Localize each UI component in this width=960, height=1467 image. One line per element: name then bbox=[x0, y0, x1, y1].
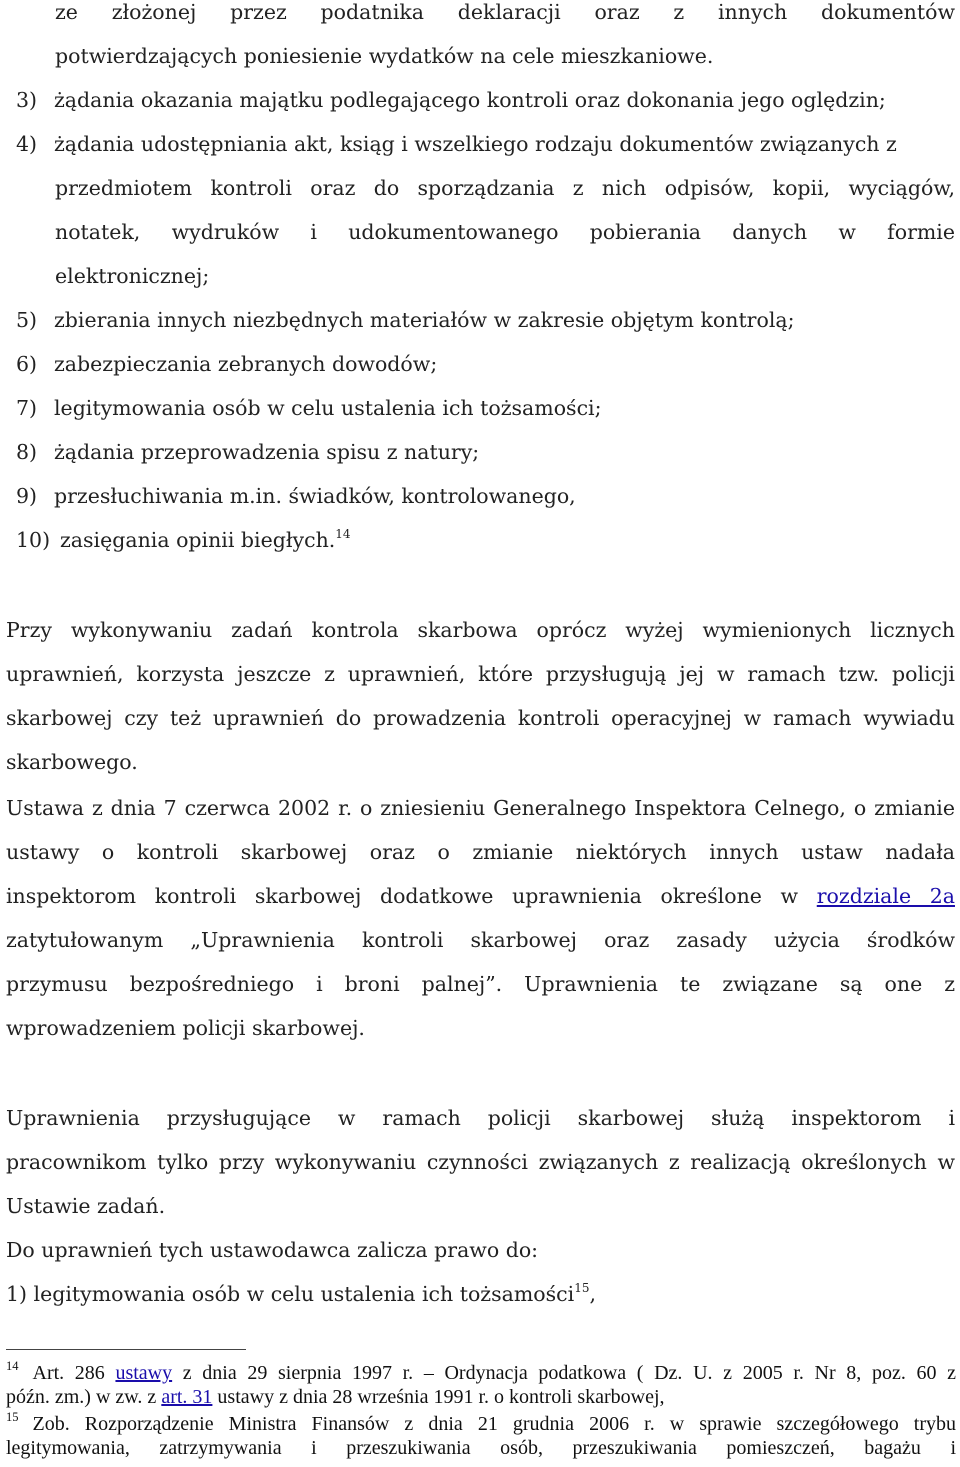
list-text: przesłuchiwania m.in. świadków, kontrolowanego, bbox=[54, 484, 576, 508]
list-number: 6) bbox=[16, 352, 38, 376]
footnote-15-text-1: Zob. Rozporządzenie Ministra Finansów z dnia 21 grudnia 2006 r. w sprawie szczegółowego trybu bbox=[32, 1413, 956, 1435]
p3-line-3: Ustawie zadań. bbox=[6, 1194, 166, 1218]
footnote-14 bbox=[6, 1361, 956, 1409]
list-number: 10) bbox=[16, 528, 51, 552]
p4-line: Do uprawnień tych ustawodawca zalicza prawo do: bbox=[6, 1238, 539, 1262]
p2-line-1: Ustawa z dnia 7 czerwca 2002 r. o zniesieniu Generalnego Inspektora Celnego, o zmianie bbox=[6, 796, 955, 820]
list-number: 9) bbox=[16, 484, 38, 508]
footnote-14-line-2 bbox=[6, 1385, 956, 1409]
p3-line-1: Uprawnienia przysługujące w ramach policji skarbowej służą inspektorom i bbox=[6, 1106, 955, 1130]
list-item-5 bbox=[16, 298, 795, 342]
list-text: żądania przeprowadzenia spisu z natury; bbox=[54, 440, 480, 464]
footnote-14-text-b: z dnia 29 sierpnia 1997 r. – Ordynacja podatkowa ( Dz. U. z 2005 r. Nr 8, poz. 60 z bbox=[172, 1362, 956, 1384]
list-text: zbierania innych niezbędnych materiałów w zakresie objętym kontrolą; bbox=[54, 308, 795, 332]
list-item-7 bbox=[16, 386, 602, 430]
footnote-14-line-1 bbox=[6, 1361, 956, 1385]
list-item-6 bbox=[16, 342, 437, 386]
ustawy-link[interactable]: ustawy bbox=[115, 1362, 173, 1384]
footnote-15-line-1 bbox=[6, 1412, 956, 1436]
footnote-14-text-d: ustawy z dnia 28 września 1991 r. o kontroli skarbowej, bbox=[212, 1386, 665, 1408]
p5-tail: , bbox=[589, 1282, 596, 1306]
footnote-separator bbox=[6, 1349, 246, 1350]
list-item-8 bbox=[16, 430, 479, 474]
p1-line-1: Przy wykonywaniu zadań kontrola skarbowa oprócz wyżej wymienionych licznych bbox=[6, 618, 955, 642]
list-number: 3) bbox=[16, 88, 38, 112]
list-item-4-line-3: notatek, wydruków i udokumentowanego pobierania danych w formie bbox=[55, 220, 955, 244]
footnote-ref-14[interactable]: 14 bbox=[335, 527, 351, 541]
footnote-number: 14 bbox=[6, 1359, 19, 1373]
list-item-4-line-4: elektronicznej; bbox=[55, 264, 210, 288]
rozdzial-2a-link[interactable]: rozdziale 2a bbox=[816, 884, 955, 908]
p1-line-3: skarbowej czy też uprawnień do prowadzenia kontroli operacyjnej w ramach wywiadu bbox=[6, 706, 955, 730]
list-text: żądania udostępniania akt, ksiąg i wszelkiego rodzaju dokumentów związanych z bbox=[54, 132, 897, 156]
footnote-ref-15[interactable]: 15 bbox=[574, 1281, 590, 1295]
list-item-3 bbox=[16, 78, 886, 122]
list-number: 8) bbox=[16, 440, 38, 464]
p5-line bbox=[6, 1272, 596, 1316]
list-text: zabezpieczania zebranych dowodów; bbox=[54, 352, 438, 376]
footnote-number: 15 bbox=[6, 1410, 19, 1424]
footnote-14-text-c: późn. zm.) w zw. z bbox=[6, 1386, 162, 1408]
p2-line-4: zatytułowanym „Uprawnienia kontroli skarbowej oraz zasady użycia środków bbox=[6, 928, 955, 952]
p5-text: 1) legitymowania osób w celu ustalenia ich tożsamości bbox=[6, 1282, 575, 1306]
list-item-9 bbox=[16, 474, 576, 518]
list-text: legitymowania osób w celu ustalenia ich tożsamości; bbox=[54, 396, 602, 420]
list-number: 7) bbox=[16, 396, 38, 420]
p2-line-5: przymusu bezpośredniego i broni palnej”. Uprawnienia te związane są one z bbox=[6, 972, 955, 996]
list-text: zasięgania opinii biegłych. bbox=[60, 528, 336, 552]
art-31-link[interactable]: art. 31 bbox=[161, 1386, 213, 1408]
p1-line-4: skarbowego. bbox=[6, 750, 138, 774]
list-item-4 bbox=[16, 122, 897, 166]
footnote-15 bbox=[6, 1412, 956, 1460]
p2-line-3 bbox=[6, 874, 955, 918]
intro-line-2: potwierdzających poniesienie wydatków na cele mieszkaniowe. bbox=[55, 44, 714, 68]
footnote-15-line-2: legitymowania, zatrzymywania i przeszukiwania osób, przeszukiwania pomieszczeń, bagażu i bbox=[6, 1437, 956, 1459]
list-item-10 bbox=[16, 518, 351, 562]
list-item-4-line-2: przedmiotem kontroli oraz do sporządzania z nich odpisów, kopii, wyciągów, bbox=[55, 176, 955, 200]
footnote-14-text-a: Art. 286 bbox=[32, 1362, 116, 1384]
p3-line-2: pracownikom tylko przy wykonywaniu czynności związanych z realizacją określonych w bbox=[6, 1150, 955, 1174]
list-number: 5) bbox=[16, 308, 38, 332]
intro-line-1: ze złożonej przez podatnika deklaracji oraz z innych dokumentów bbox=[55, 0, 955, 24]
list-number: 4) bbox=[16, 132, 38, 156]
list-text: żądania okazania majątku podlegającego kontroli oraz dokonania jego oględzin; bbox=[54, 88, 886, 112]
p1-line-2: uprawnień, korzysta jeszcze z uprawnień, które przysługują jej w ramach tzw. policji bbox=[6, 662, 955, 686]
p2-line-6: wprowadzeniem policji skarbowej. bbox=[6, 1016, 365, 1040]
p2-line-3-text: inspektorom kontroli skarbowej dodatkowe uprawnienia określone w bbox=[6, 884, 799, 908]
p2-line-2: ustawy o kontroli skarbowej oraz o zmianie niektórych innych ustaw nadała bbox=[6, 840, 955, 864]
